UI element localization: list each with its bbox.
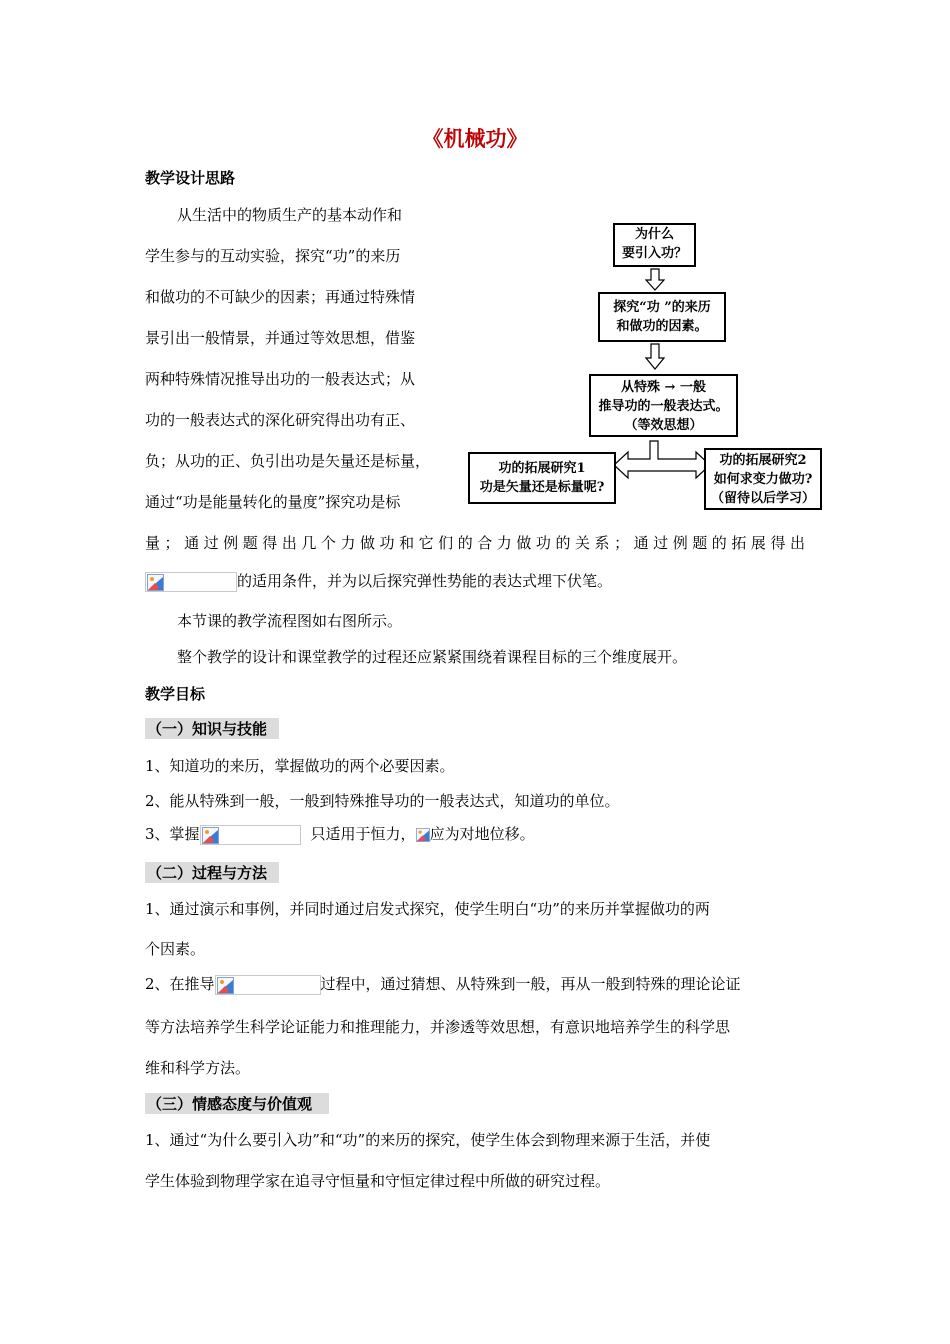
down-arrow-icon xyxy=(645,343,665,371)
attitude-item-1-line2: 学生体验到物理学家在追寻守恒量和守恒定律过程中所做的研究过程。 xyxy=(145,1172,611,1190)
page-title: 《机械功》 xyxy=(422,126,528,151)
overall-note: 整个教学的设计和课堂教学的过程还应紧紧围绕着课程目标的三个维度展开。 xyxy=(177,648,688,666)
formula-image xyxy=(200,825,301,845)
design-line-10 xyxy=(145,570,612,592)
flow-box-ext2-line2: 如何求变力做功? xyxy=(713,472,813,487)
attitude-item-1-line1: 1、通过“为什么要引入功”和“功”的来历的探究，使学生体会到物理来源于生活，并使 xyxy=(145,1131,711,1149)
flow-box-derive-line1: 从特殊 → 一般 xyxy=(621,380,706,395)
design-line-1: 从生活中的物质生产的基本动作和 xyxy=(177,206,403,224)
flow-note: 本节课的教学流程图如右图所示。 xyxy=(177,612,403,630)
design-line-9: 量；通过例题得出几个力做功和它们的合力做功的关系；通过例题的拓展得出 xyxy=(145,534,805,552)
flow-box-derive xyxy=(589,374,738,437)
flow-box-derive-line2: 推导功的一般表达式。 xyxy=(598,399,729,414)
formula-image xyxy=(215,975,321,995)
design-line-2: 学生参与的互动实验，探究“功”的来历 xyxy=(145,247,401,265)
process-item-2-line3: 维和科学方法。 xyxy=(145,1059,251,1077)
subsection-process: （二）过程与方法 xyxy=(145,862,279,883)
formula-image xyxy=(145,572,237,592)
flow-box-explore-line2: 和做功的因素。 xyxy=(616,319,708,334)
flow-box-ext1-line1: 功的拓展研究1 xyxy=(498,461,586,476)
formula-image-small xyxy=(416,825,430,845)
process-item-1-line2: 个因素。 xyxy=(145,940,206,958)
flow-box-ext2-line1: 功的拓展研究2 xyxy=(719,453,807,468)
knowledge-item-3-suffix: 应为对地位移。 xyxy=(429,825,535,843)
flow-box-ext1-line2: 功是矢量还是标量呢? xyxy=(479,480,605,495)
design-line-6: 功的一般表达式的深化研究得出功有正、 xyxy=(145,411,416,429)
knowledge-item-1: 1、知道功的来历，掌握做功的两个必要因素。 xyxy=(145,757,455,775)
design-line-10-text: 的适用条件，并为以后探究弹性势能的表达式埋下伏笔。 xyxy=(237,572,613,590)
design-line-8: 通过“功是能量转化的量度”探究功是标 xyxy=(145,493,401,511)
flow-box-ext2-line3: （留待以后学习） xyxy=(710,491,815,506)
flow-box-explore xyxy=(598,292,726,342)
flow-box-why xyxy=(613,223,696,267)
flow-box-derive-line3: （等效思想） xyxy=(624,418,703,433)
knowledge-item-3-prefix: 3、掌握 xyxy=(145,825,200,843)
design-line-7: 负；从功的正、负引出功是矢量还是标量， xyxy=(145,452,431,470)
flow-box-why-line1: 为什么 xyxy=(634,227,674,242)
design-line-3: 和做功的不可缺少的因素；再通过特殊情 xyxy=(145,288,416,306)
branch-arrow-icon xyxy=(612,440,712,486)
flow-box-explore-line1: 探究“功 ”的来历 xyxy=(613,300,711,315)
section-heading-design: 教学设计思路 xyxy=(145,169,236,187)
broken-image-icon xyxy=(217,977,234,994)
section-heading-goals: 教学目标 xyxy=(145,685,206,703)
subsection-attitude: （三）情感态度与价值观 xyxy=(145,1093,329,1114)
broken-image-icon xyxy=(202,827,219,844)
broken-image-icon xyxy=(416,827,430,843)
process-item-2-prefix: 2、在推导 xyxy=(145,975,215,993)
down-arrow-icon xyxy=(645,268,665,292)
process-item-2-line1 xyxy=(145,973,741,995)
design-line-4: 景引出一般情景，并通过等效思想，借鉴 xyxy=(145,329,416,347)
knowledge-item-3-mid: 只适用于恒力， xyxy=(310,825,416,843)
process-item-2-suffix: 过程中，通过猜想、从特殊到一般，再从一般到特殊的理论论证 xyxy=(320,975,741,993)
flow-box-extension-2 xyxy=(704,448,822,510)
flow-box-extension-1 xyxy=(468,452,616,504)
process-item-2-line2: 等方法培养学生科学论证能力和推理能力，并渗透等效思想，有意识地培养学生的科学思 xyxy=(145,1018,731,1036)
broken-image-icon xyxy=(147,574,164,591)
process-item-1-line1: 1、通过演示和事例，并同时通过启发式探究，使学生明白“功”的来历并掌握做功的两 xyxy=(145,900,710,918)
knowledge-item-3 xyxy=(145,823,535,845)
flow-box-why-line2: 要引入功？ xyxy=(621,246,687,261)
knowledge-item-2: 2、能从特殊到一般，一般到特殊推导功的一般表达式，知道功的单位。 xyxy=(145,792,620,810)
subsection-knowledge: （一）知识与技能 xyxy=(145,718,279,739)
design-line-5: 两种特殊情况推导出功的一般表达式；从 xyxy=(145,370,416,388)
